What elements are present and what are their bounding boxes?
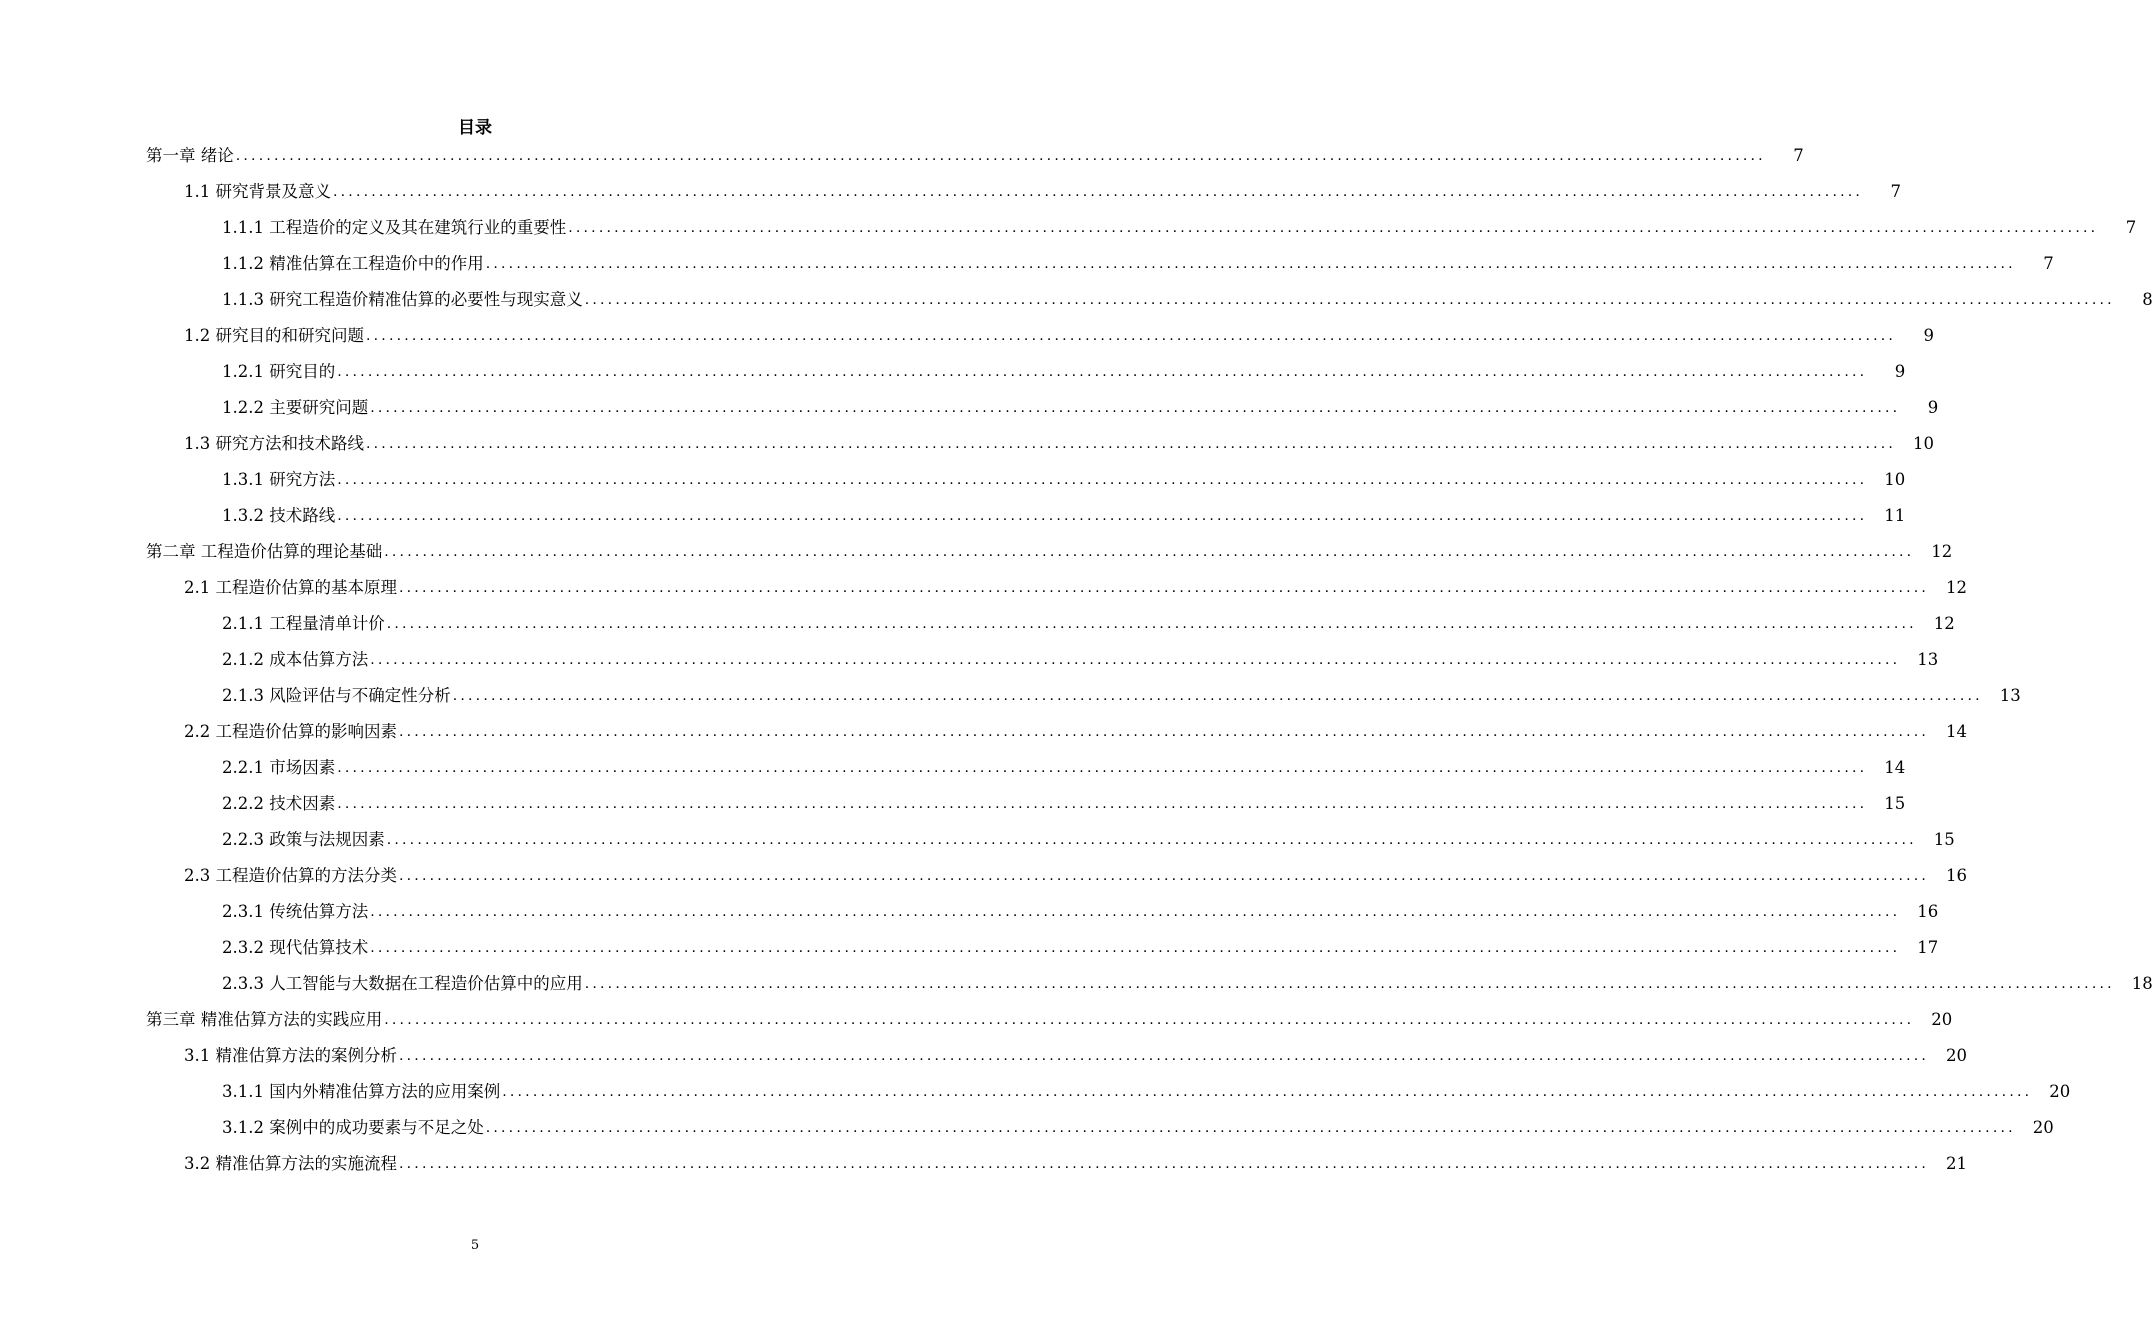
toc-entry-page-number: 8: [2142, 290, 2153, 309]
toc-dot-leader: ........................................................................................................................................................................................................: [333, 184, 1864, 200]
toc-entry-page-number: 9: [1894, 362, 1906, 381]
toc-dot-leader: ........................................................................................................................................................................................................: [399, 1156, 1930, 1172]
toc-dot-leader: ........................................................................................................................................................................................................: [485, 256, 2016, 272]
toc-dot-leader: ........................................................................................................................................................................................................: [366, 328, 1897, 344]
toc-entry[interactable]: [0, 426, 1935, 462]
toc-dot-leader: ........................................................................................................................................................................................................: [337, 508, 1868, 524]
toc-entry-page-number: 10: [1913, 434, 1935, 453]
toc-entry[interactable]: [0, 714, 1968, 750]
toc-entry-label: 1.3.2 技术路线: [222, 506, 336, 525]
toc-dot-leader: ........................................................................................................................................................................................................: [337, 796, 1868, 812]
toc-entry[interactable]: [0, 210, 2137, 246]
toc-entry-label: 1.2 研究目的和研究问题: [184, 326, 364, 345]
toc-entry-label: 1.1.2 精准估算在工程造价中的作用: [222, 254, 484, 273]
toc-entry[interactable]: [0, 534, 1953, 570]
toc-entry-page-number: 18: [2131, 974, 2153, 993]
toc-entry-label: 2.2.1 市场因素: [222, 758, 336, 777]
toc-entry-label: 第二章 工程造价估算的理论基础: [146, 542, 383, 561]
toc-entry[interactable]: [0, 858, 1968, 894]
toc-entry-page-number: 13: [1999, 686, 2021, 705]
toc-dot-leader: ........................................................................................................................................................................................................: [399, 580, 1930, 596]
toc-entry-page-number: 14: [1946, 722, 1968, 741]
toc-dot-leader: ........................................................................................................................................................................................................: [384, 544, 1915, 560]
toc-entry-label: 1.2.1 研究目的: [222, 362, 336, 381]
toc-entry[interactable]: [0, 318, 1935, 354]
toc-entry-page-number: 10: [1884, 470, 1906, 489]
toc-entry[interactable]: [0, 1002, 1953, 1038]
toc-entry[interactable]: [0, 786, 1906, 822]
toc-entry-page-number: 7: [2125, 218, 2137, 237]
toc-entry[interactable]: [0, 642, 1939, 678]
toc-entry[interactable]: [0, 606, 1955, 642]
toc-entry-label: 1.1.3 研究工程造价精准估算的必要性与现实意义: [222, 290, 583, 309]
toc-entry-page-number: 12: [1933, 614, 1955, 633]
toc-entry[interactable]: [0, 138, 1804, 174]
toc-entry[interactable]: [0, 1146, 1968, 1182]
toc-entry-label: 2.1.3 风险评估与不确定性分析: [222, 686, 451, 705]
toc-entry-page-number: 20: [1931, 1010, 1953, 1029]
toc-entry[interactable]: [0, 678, 2021, 714]
toc-entry[interactable]: [0, 498, 1906, 534]
toc-entry-page-number: 7: [2043, 254, 2054, 273]
toc-entry[interactable]: [0, 570, 1968, 606]
toc-dot-leader: ........................................................................................................................................................................................................: [568, 220, 2099, 236]
toc-entry-page-number: 16: [1946, 866, 1968, 885]
toc-entry-page-number: 9: [1927, 398, 1939, 417]
toc-entry-label: 2.1.1 工程量清单计价: [222, 614, 385, 633]
toc-entry-page-number: 15: [1933, 830, 1955, 849]
toc-dot-leader: ........................................................................................................................................................................................................: [384, 1012, 1915, 1028]
toc-entry[interactable]: [0, 390, 1939, 426]
toc-entry-label: 3.2 精准估算方法的实施流程: [184, 1154, 397, 1173]
toc-entry-label: 1.2.2 主要研究问题: [222, 398, 369, 417]
toc-dot-leader: ........................................................................................................................................................................................................: [370, 940, 1901, 956]
toc-entry-label: 3.1.1 国内外精准估算方法的应用案例: [222, 1082, 501, 1101]
toc-entry-label: 1.1 研究背景及意义: [184, 182, 331, 201]
toc-entry[interactable]: [0, 174, 1902, 210]
toc-dot-leader: ........................................................................................................................................................................................................: [399, 724, 1930, 740]
toc-entry[interactable]: [0, 246, 2054, 282]
toc-entry[interactable]: [0, 894, 1939, 930]
toc-entry-label: 3.1.2 案例中的成功要素与不足之处: [222, 1118, 484, 1137]
toc-entry[interactable]: [0, 1110, 2054, 1146]
toc-entry-label: 2.2.2 技术因素: [222, 794, 336, 813]
toc-dot-leader: ........................................................................................................................................................................................................: [366, 436, 1897, 452]
toc-entry-label: 2.2.3 政策与法规因素: [222, 830, 385, 849]
toc-dot-leader: ........................................................................................................................................................................................................: [584, 976, 2115, 992]
toc-dot-leader: ........................................................................................................................................................................................................: [399, 1048, 1930, 1064]
toc-dot-leader: ........................................................................................................................................................................................................: [235, 148, 1766, 164]
toc-entry-page-number: 12: [1946, 578, 1968, 597]
toc-dot-leader: ........................................................................................................................................................................................................: [337, 760, 1868, 776]
toc-dot-leader: ........................................................................................................................................................................................................: [452, 688, 1983, 704]
toc-entry[interactable]: [0, 930, 1939, 966]
toc-entry-label: 1.3 研究方法和技术路线: [184, 434, 364, 453]
toc-entry-label: 2.3.2 现代估算技术: [222, 938, 369, 957]
toc-entry-label: 1.1.1 工程造价的定义及其在建筑行业的重要性: [222, 218, 567, 237]
toc-entry-label: 2.3 工程造价估算的方法分类: [184, 866, 397, 885]
toc-dot-leader: ........................................................................................................................................................................................................: [485, 1120, 2016, 1136]
toc-entry[interactable]: [0, 282, 2153, 318]
toc-entry[interactable]: [0, 1074, 2071, 1110]
toc-entry[interactable]: [0, 1038, 1968, 1074]
toc-dot-leader: ........................................................................................................................................................................................................: [502, 1084, 2033, 1100]
toc-dot-leader: ........................................................................................................................................................................................................: [399, 868, 1930, 884]
toc-title: 目录: [458, 118, 492, 138]
toc-dot-leader: ........................................................................................................................................................................................................: [584, 292, 2115, 308]
toc-entry-label: 第一章 绪论: [146, 146, 234, 165]
toc-dot-leader: ........................................................................................................................................................................................................: [370, 652, 1901, 668]
toc-entry-label: 1.3.1 研究方法: [222, 470, 336, 489]
toc-entry-page-number: 17: [1917, 938, 1939, 957]
toc-entry-page-number: 15: [1884, 794, 1906, 813]
toc-entry[interactable]: [0, 822, 1955, 858]
toc-entry-page-number: 16: [1917, 902, 1939, 921]
toc-entry[interactable]: [0, 354, 1906, 390]
toc-entry[interactable]: [0, 750, 1906, 786]
toc-entry-page-number: 7: [1793, 146, 1804, 165]
toc-entry-page-number: 20: [2032, 1118, 2054, 1137]
toc-dot-leader: ........................................................................................................................................................................................................: [370, 904, 1901, 920]
toc-dot-leader: ........................................................................................................................................................................................................: [337, 364, 1868, 380]
toc-entry-page-number: 20: [2049, 1082, 2071, 1101]
toc-entry-page-number: 12: [1931, 542, 1953, 561]
page-number: 5: [470, 1238, 480, 1253]
toc-entry[interactable]: [0, 462, 1906, 498]
toc-entry-page-number: 7: [1890, 182, 1902, 201]
toc-list: [0, 138, 2153, 1182]
toc-entry-page-number: 20: [1946, 1046, 1968, 1065]
toc-dot-leader: ........................................................................................................................................................................................................: [386, 616, 1917, 632]
toc-entry-label: 3.1 精准估算方法的案例分析: [184, 1046, 397, 1065]
toc-entry-page-number: 14: [1884, 758, 1906, 777]
toc-dot-leader: ........................................................................................................................................................................................................: [337, 472, 1868, 488]
toc-entry-label: 2.3.1 传统估算方法: [222, 902, 369, 921]
toc-dot-leader: ........................................................................................................................................................................................................: [386, 832, 1917, 848]
toc-entry[interactable]: [0, 966, 2153, 1002]
toc-entry-page-number: 9: [1923, 326, 1935, 345]
toc-entry-label: 2.1 工程造价估算的基本原理: [184, 578, 397, 597]
toc-entry-label: 第三章 精准估算方法的实践应用: [146, 1010, 383, 1029]
toc-dot-leader: ........................................................................................................................................................................................................: [370, 400, 1901, 416]
toc-entry-page-number: 11: [1884, 506, 1906, 525]
toc-entry-label: 2.2 工程造价估算的影响因素: [184, 722, 397, 741]
toc-entry-label: 2.1.2 成本估算方法: [222, 650, 369, 669]
toc-entry-page-number: 21: [1946, 1154, 1968, 1173]
toc-entry-label: 2.3.3 人工智能与大数据在工程造价估算中的应用: [222, 974, 583, 993]
toc-entry-page-number: 13: [1917, 650, 1939, 669]
